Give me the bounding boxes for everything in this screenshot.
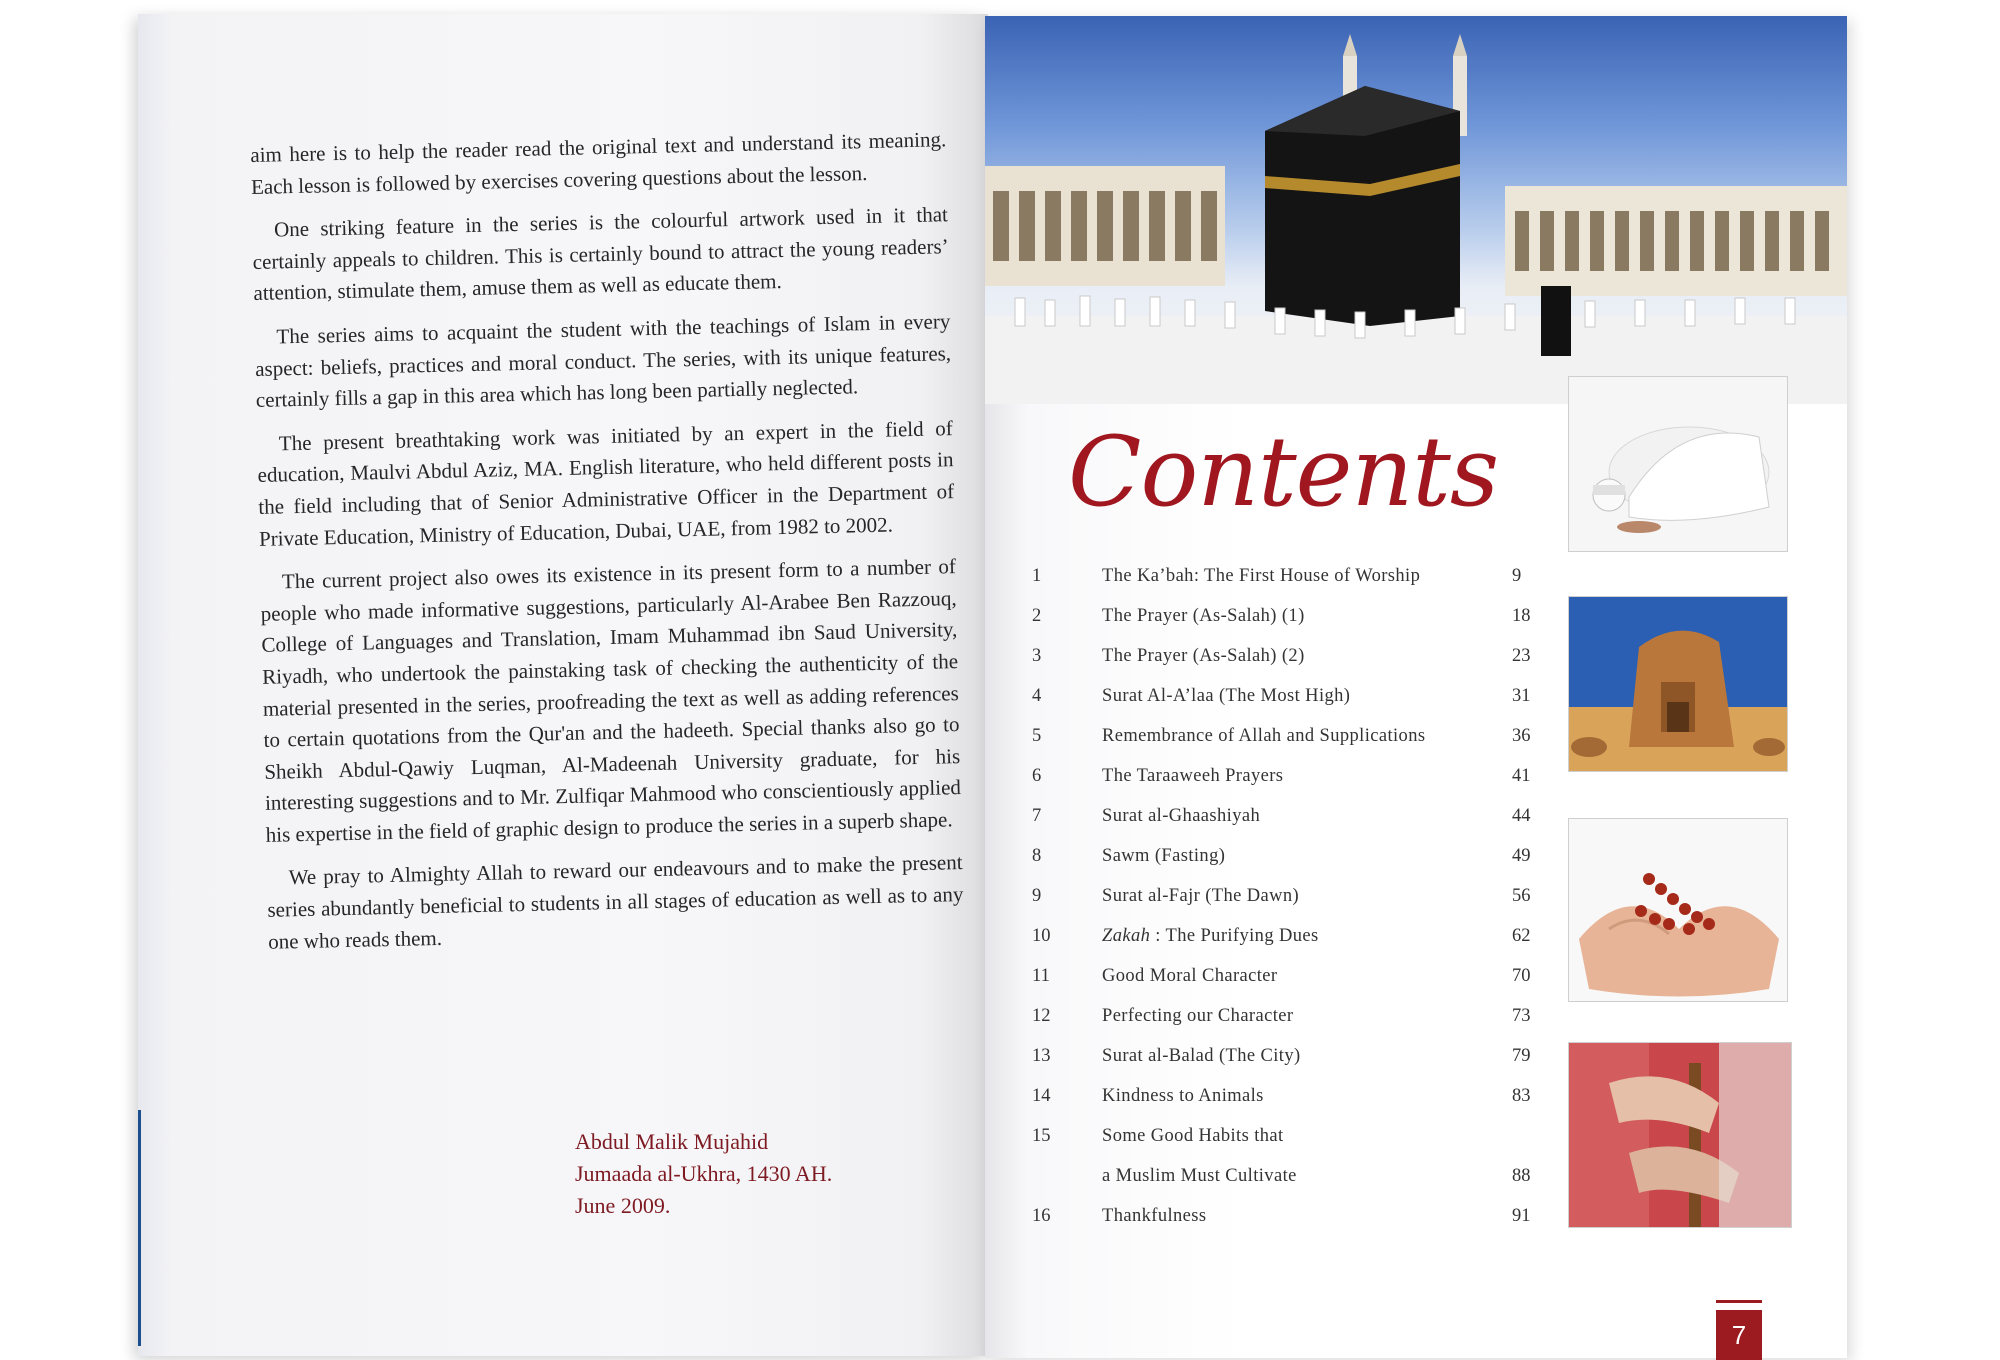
toc-page: 73 <box>1512 1006 1531 1026</box>
toc-number: 8 <box>1032 846 1042 866</box>
toc-title: Surat al-Fajr (The Dawn) <box>1102 886 1300 906</box>
toc-page: 36 <box>1512 726 1531 746</box>
toc-page: 23 <box>1512 646 1531 666</box>
prayer-beads-hands-photo <box>1568 818 1788 1002</box>
paragraph: We pray to Almighty Allah to reward our endeavours and to make the present series abundantly beneficial to students in all stages of education as well as to any one who reads them. <box>267 850 964 954</box>
toc-number: 3 <box>1032 646 1042 666</box>
cover-edge <box>138 1110 141 1346</box>
toc-row[interactable] <box>1032 646 1542 676</box>
toc-row[interactable] <box>1032 1206 1542 1236</box>
paragraph: One striking feature in the series is the colourful artwork used in it that certainly appeals to children. This is certainly bound to attract the young readers’ attention, stimulate them, amuse them as well as educate them. <box>252 202 949 306</box>
toc-row[interactable] <box>1032 766 1542 796</box>
toc-row[interactable] <box>1032 566 1542 596</box>
toc-page: 41 <box>1512 766 1531 786</box>
toc-number: 10 <box>1032 926 1051 946</box>
toc-title: Perfecting our Character <box>1102 1006 1294 1026</box>
toc-title: Some Good Habits that <box>1102 1126 1284 1146</box>
rock-tomb-illustration <box>1569 597 1787 771</box>
toc-page: 83 <box>1512 1086 1531 1106</box>
paragraph: The current project also owes its existence in its present form to a number of people who made informative suggestions, particularly Al-Arabee Ben Razzouq, College of Languages and Translation, Imam Muhammad ibn Saud University, Riyadh, who undertook the painstaking task of checking the authenticity of the material presented in the series, proofreading the text as well as adding references to certain quotations from the Qur'an and the hadeeth. Special thanks also go to Sheikh Abdul-Qawiy Luqman, Al-Madeenah University graduate, for his interesting suggestions and to Mr. Zulfiqar Mahmood who conscientiously applied his expertise in the field of graphic design to produce the series in a superb shape. <box>260 554 962 847</box>
paragraph: The series aims to acquaint the student with the teachings of Islam in every aspect: beliefs, practices and moral conduct. The series, with its unique features, certainly fills a gap in this area which has long been partially neglected. <box>254 309 952 413</box>
toc-row[interactable] <box>1032 806 1542 836</box>
toc-row[interactable] <box>1032 686 1542 716</box>
prostrating-man-photo <box>1568 376 1788 552</box>
toc-title: The Ka’bah: The First House of Worship <box>1102 566 1421 586</box>
toc-title: Surat al-Ghaashiyah <box>1102 806 1261 826</box>
toc-row[interactable] <box>1032 886 1542 916</box>
prostrating-man-illustration <box>1569 377 1787 551</box>
elderly-hands-cane-illustration <box>1569 1043 1791 1227</box>
signature-hijri-date: Jumaada al-Ukhra, 1430 AH. <box>575 1161 833 1186</box>
toc-title <box>1102 926 1319 947</box>
toc-number: 13 <box>1032 1046 1051 1066</box>
toc-title: Surat al-Balad (The City) <box>1102 1046 1301 1066</box>
toc-title: Kindness to Animals <box>1102 1086 1264 1106</box>
toc-page: 91 <box>1512 1206 1531 1226</box>
toc-title-rest: : The Purifying Dues <box>1150 926 1319 946</box>
toc-number: 6 <box>1032 766 1042 786</box>
signature-date: June 2009. <box>575 1193 671 1218</box>
kaaba-illustration <box>985 16 1847 404</box>
toc-number: 12 <box>1032 1006 1051 1026</box>
toc-row[interactable] <box>1032 966 1542 996</box>
toc-page: 79 <box>1512 1046 1531 1066</box>
elderly-hands-cane-photo <box>1568 1042 1792 1228</box>
toc-title-italic: Zakah <box>1102 926 1151 946</box>
signature-block <box>575 1126 832 1222</box>
toc-row[interactable] <box>1032 1166 1542 1196</box>
toc-page: 44 <box>1512 806 1531 826</box>
toc-title: The Taraaweeh Prayers <box>1102 766 1284 786</box>
toc-row[interactable] <box>1032 846 1542 876</box>
toc-number: 4 <box>1032 686 1042 706</box>
prayer-beads-hands-illustration <box>1569 819 1787 1001</box>
toc-number: 16 <box>1032 1206 1051 1226</box>
toc-number: 15 <box>1032 1126 1051 1146</box>
toc-page: 18 <box>1512 606 1531 626</box>
left-page-text <box>250 124 965 970</box>
toc-number: 9 <box>1032 886 1042 906</box>
toc-row[interactable] <box>1032 1086 1542 1116</box>
toc-page: 70 <box>1512 966 1531 986</box>
toc-number: 5 <box>1032 726 1042 746</box>
rock-tomb-photo <box>1568 596 1788 772</box>
page-number-bar <box>1716 1300 1762 1303</box>
toc-number: 14 <box>1032 1086 1051 1106</box>
toc-title: Sawm (Fasting) <box>1102 846 1226 866</box>
toc-title: a Muslim Must Cultivate <box>1102 1166 1297 1186</box>
toc-title: The Prayer (As-Salah) (1) <box>1102 606 1305 626</box>
toc-number: 2 <box>1032 606 1042 626</box>
toc-row[interactable] <box>1032 726 1542 756</box>
paragraph: The present breathtaking work was initiated by an expert in the field of education, Maulvi Abdul Aziz, MA. English literature, who held different posts in the field including that of Senior Administrative Officer in the Department of Private Education, Ministry of Education, Dubai, UAE, from 1982 to 2002. <box>257 415 955 551</box>
toc-page: 88 <box>1512 1166 1531 1186</box>
toc-title: Remembrance of Allah and Supplications <box>1102 726 1426 746</box>
toc-title: Good Moral Character <box>1102 966 1278 986</box>
contents-title: Contents <box>1068 416 1499 528</box>
toc-row[interactable] <box>1032 1126 1542 1156</box>
toc-row[interactable] <box>1032 926 1542 956</box>
toc-page: 9 <box>1512 566 1522 586</box>
toc-title: The Prayer (As-Salah) (2) <box>1102 646 1305 666</box>
toc-number: 7 <box>1032 806 1042 826</box>
paragraph: aim here is to help the reader read the original text and understand its meaning. Each lesson is followed by exercises covering questions about the lesson. <box>250 127 947 199</box>
toc-title: Surat Al-A’laa (The Most High) <box>1102 686 1351 706</box>
toc-page: 49 <box>1512 846 1531 866</box>
signature-name: Abdul Malik Mujahid <box>575 1129 769 1154</box>
toc-title: Thankfulness <box>1102 1206 1207 1226</box>
toc-row[interactable] <box>1032 1046 1542 1076</box>
page-number: 7 <box>1716 1310 1762 1360</box>
toc-number: 11 <box>1032 966 1050 986</box>
toc-page: 62 <box>1512 926 1531 946</box>
toc-number: 1 <box>1032 566 1042 586</box>
kaaba-photo <box>985 16 1847 404</box>
toc-row[interactable] <box>1032 1006 1542 1036</box>
toc-page: 56 <box>1512 886 1531 906</box>
toc-row[interactable] <box>1032 606 1542 636</box>
toc-page: 31 <box>1512 686 1531 706</box>
